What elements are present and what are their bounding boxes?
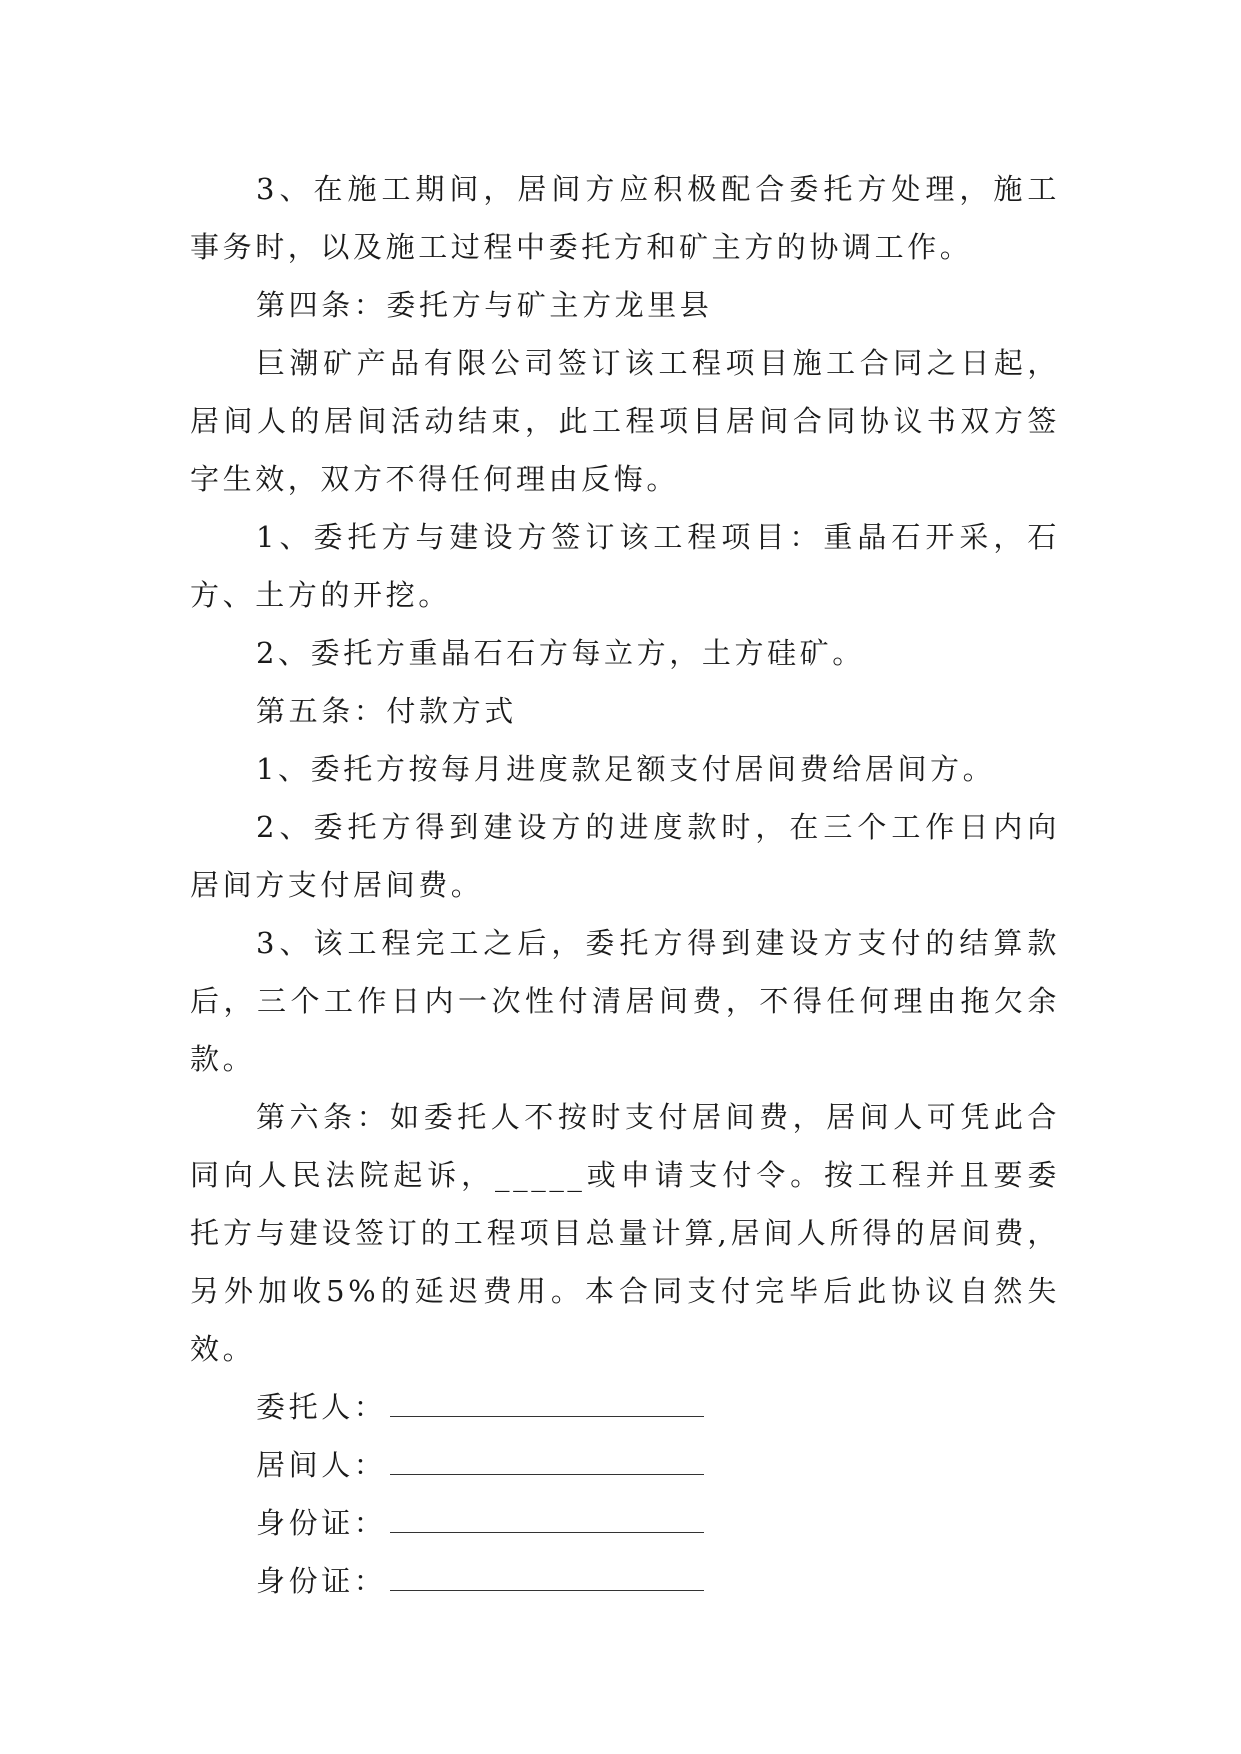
signature-field-id-1 bbox=[190, 1494, 1060, 1552]
signature-line-id-2[interactable] bbox=[390, 1572, 704, 1591]
document-body bbox=[190, 160, 1060, 1610]
paragraph-article-5-item-2: 2、委托方得到建设方的进度款时，在三个工作日内向居间方支付居间费。 bbox=[190, 810, 1060, 902]
paragraph-construction-cooperation: 3、在施工期间，居间方应积极配合委托方处理，施工事务时，以及施工过程中委托方和矿主方的协调工作。 bbox=[190, 172, 1060, 264]
signature-label-id-1: 身份证： bbox=[256, 1506, 387, 1540]
paragraph-article-4-item-1: 1、委托方与建设方签订该工程项目：重晶石开采，石方、土方的开挖。 bbox=[190, 520, 1060, 612]
paragraph-article-5-item-3: 3、该工程完工之后，委托方得到建设方支付的结算款后，三个工作日内一次性付清居间费，不得任何理由拖欠余款。 bbox=[190, 926, 1060, 1076]
signature-line-intermediary[interactable] bbox=[390, 1456, 704, 1475]
signature-label-id-2: 身份证： bbox=[256, 1564, 387, 1598]
paragraph-article-4-item-2: 2、委托方重晶石石方每立方，土方硅矿。 bbox=[256, 636, 865, 670]
signature-line-id-1[interactable] bbox=[390, 1514, 704, 1533]
signature-field-principal bbox=[190, 1378, 1060, 1436]
signature-field-id-2 bbox=[190, 1552, 1060, 1610]
paragraph-article-4-body: 巨潮矿产品有限公司签订该工程项目施工合同之日起，居间人的居间活动结束，此工程项目居间合同协议书双方签字生效，双方不得任何理由反悔。 bbox=[190, 346, 1060, 496]
signature-line-principal[interactable] bbox=[390, 1398, 704, 1417]
signature-label-principal: 委托人： bbox=[256, 1390, 387, 1424]
paragraph-article-4-heading: 第四条：委托方与矿主方龙里县 bbox=[256, 288, 713, 322]
signature-label-intermediary: 居间人： bbox=[256, 1448, 387, 1482]
signature-field-intermediary bbox=[190, 1436, 1060, 1494]
paragraph-article-6: 第六条：如委托人不按时支付居间费，居间人可凭此合同向人民法院起诉，_____或申请支付令。按工程并且要委托方与建设签订的工程项目总量计算,居间人所得的居间费，另外加收5%的延迟费用。本合同支付完毕后此协议自然失效。 bbox=[190, 1100, 1060, 1366]
paragraph-article-5-heading: 第五条：付款方式 bbox=[256, 694, 517, 728]
paragraph-article-5-item-1: 1、委托方按每月进度款足额支付居间费给居间方。 bbox=[256, 752, 996, 786]
